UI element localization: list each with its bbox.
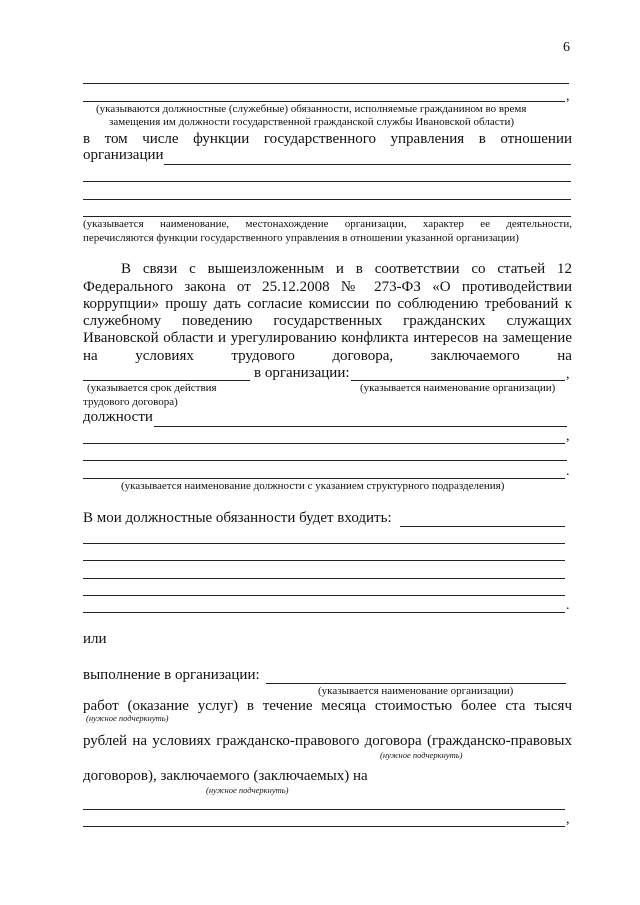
blank-line[interactable] [83, 612, 565, 613]
blank-line[interactable] [83, 460, 567, 461]
word: условиях [135, 348, 194, 364]
in-organization-label: в организации: [254, 365, 350, 381]
blank-line[interactable] [83, 478, 565, 479]
request-line2: Федерального закона от 25.12.2008 № 273-ФЗ «О противодействии [83, 279, 572, 295]
line-end-comma: , [566, 812, 570, 827]
caption-organization-line2: перечисляются функции государственного управления в отношении указанной организации) [83, 232, 519, 244]
position-label: должности [83, 409, 153, 425]
rubles-line: рублей на условиях гражданско-правового договора (гражданско-правовых [83, 733, 572, 749]
blank-line[interactable] [83, 560, 565, 561]
contracts-line: договоров), заключаемого (заключаемых) на [83, 768, 368, 784]
execution-organization-field[interactable] [266, 683, 566, 684]
works-line: работ (оказание услуг) в течение месяца стоимостью более ста тысяч [83, 698, 572, 714]
blank-line[interactable] [83, 595, 565, 596]
caption-position: (указывается наименование должности с указанием структурного подразделения) [121, 480, 505, 492]
caption-organization-line1: (указывается наименование, местонахождение организации, характер ее деятельности, [83, 218, 572, 230]
blank-line[interactable] [83, 578, 565, 579]
blank-line[interactable] [83, 826, 565, 827]
blank-line[interactable] [83, 216, 571, 217]
duties-field[interactable] [400, 526, 565, 527]
blank-line[interactable] [83, 83, 569, 84]
blank-line[interactable] [83, 181, 571, 182]
page-number: 6 [563, 40, 570, 55]
line-end-dot: . [566, 464, 570, 479]
line-end-comma: , [566, 367, 570, 382]
blank-line[interactable] [164, 164, 571, 165]
caption-organization-name: (указывается наименование организации) [360, 382, 556, 394]
request-line3: коррупции» прошу дать согласие комиссии по соблюдению требований к [83, 296, 572, 312]
caption-contract-term-line2: трудового договора) [83, 396, 178, 408]
caption-execution-organization: (указывается наименование организации) [318, 685, 514, 697]
word: на [83, 348, 98, 364]
or-label: или [83, 631, 107, 647]
request-line4: служебному поведению государственных гражданских служащих [83, 313, 572, 329]
word: трудового [231, 348, 295, 364]
request-line1: В связи с вышеизложенным и в соответствии со статьей 12 [121, 261, 572, 277]
caption-duties-line2: замещения им должности государственной гражданской службы Ивановской области) [109, 116, 514, 128]
line-end-comma: , [566, 89, 570, 104]
future-duties-label: В мои должностные обязанности будет входить: [83, 510, 392, 526]
note-underline-1: (нужное подчеркнуть) [86, 713, 169, 723]
blank-line[interactable] [83, 443, 565, 444]
note-underline-3: (нужное подчеркнуть) [206, 785, 289, 795]
organization-name-field[interactable] [351, 380, 565, 381]
request-line5: Ивановской области и урегулированию конфликта интересов на замещение [83, 330, 572, 346]
word: заключаемого [430, 348, 520, 364]
request-line6 [83, 348, 572, 365]
note-underline-2: (нужное подчеркнуть) [380, 750, 463, 760]
word: договора, [332, 348, 394, 364]
contract-term-field[interactable] [83, 380, 250, 381]
line-end-dot: . [566, 598, 570, 613]
organization-label: организации [83, 147, 164, 163]
word: на [557, 348, 572, 364]
blank-line[interactable] [83, 543, 565, 544]
functions-text-line1: в том числе функции государственного управления в отношении [83, 131, 572, 147]
blank-line[interactable] [83, 199, 571, 200]
execution-label: выполнение в организации: [83, 667, 260, 683]
blank-line[interactable] [83, 809, 565, 810]
caption-contract-term-line1: (указывается срок действия [87, 382, 217, 394]
caption-duties-line1: (указываются должностные (служебные) обязанности, исполняемые гражданином во время [96, 103, 527, 115]
blank-line[interactable] [83, 101, 565, 102]
position-field[interactable] [154, 426, 567, 427]
line-end-comma: , [566, 429, 570, 444]
